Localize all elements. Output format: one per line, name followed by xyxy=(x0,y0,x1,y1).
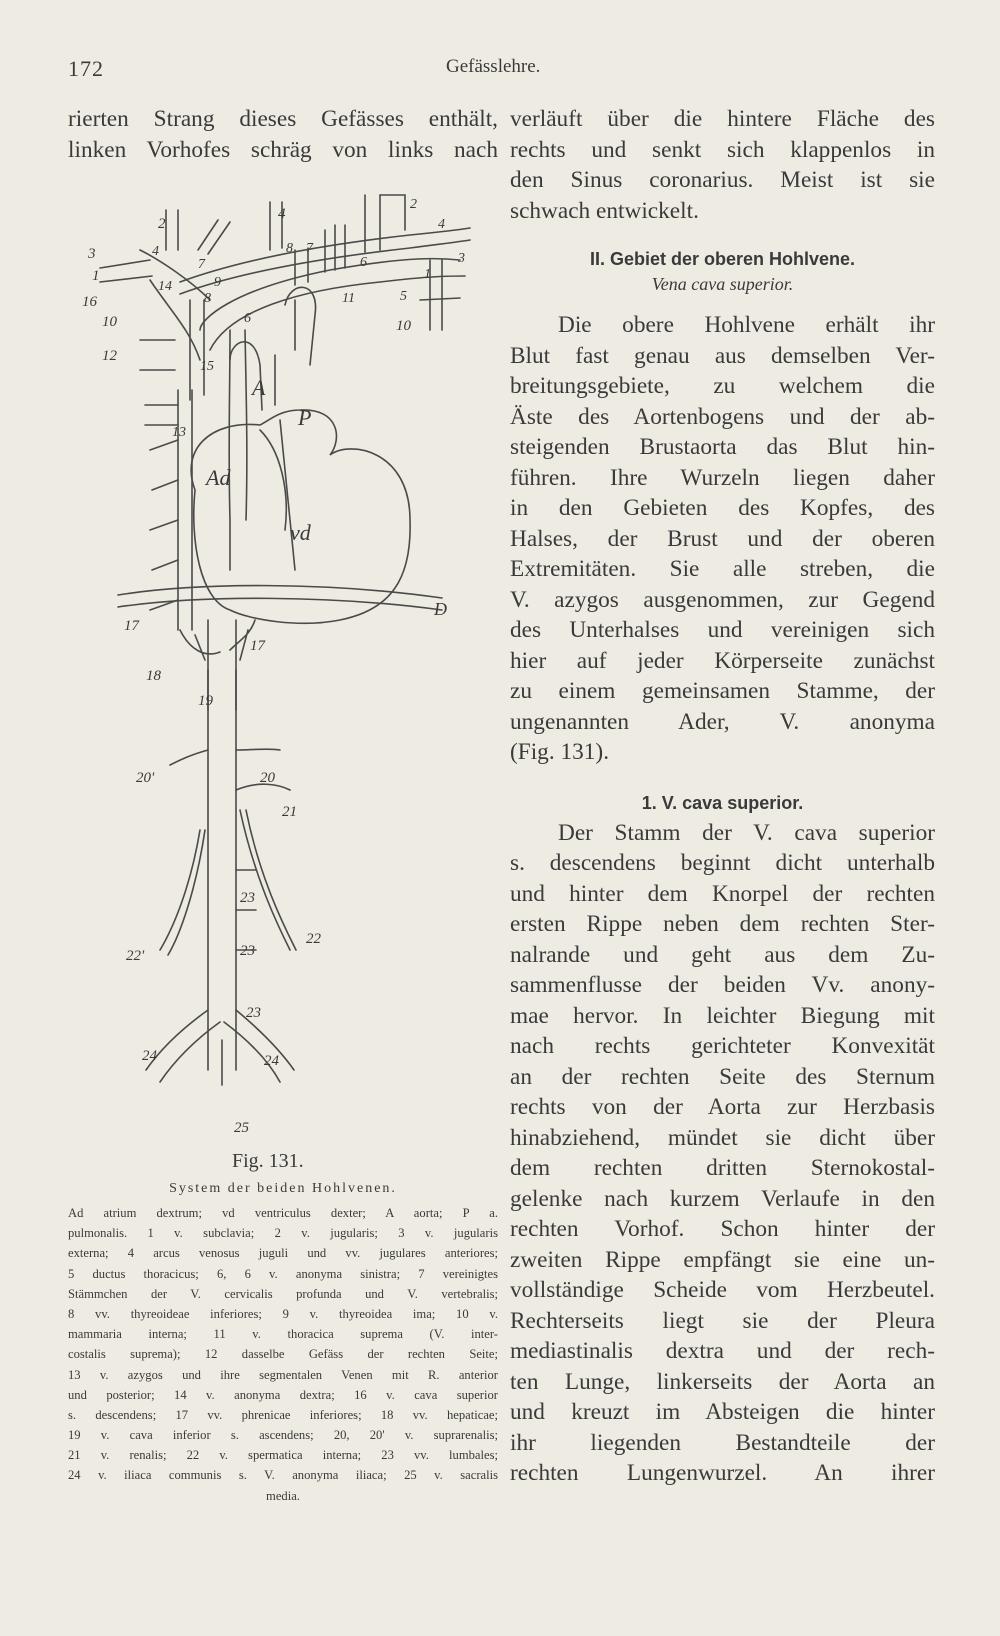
legend-line: costalis suprema); 12 dasselbe Gefäss der rechten Seite; xyxy=(68,1347,498,1362)
label-n22p: 22' xyxy=(126,948,145,964)
text-line: Blut fast genau aus demselben Ver- xyxy=(510,342,935,369)
figure-legend-title: System der beiden Hohlvenen. xyxy=(169,1181,397,1196)
text-line: nalrande und geht aus dem Zu- xyxy=(510,941,935,968)
text-line: mediastinalis dextra und der rech- xyxy=(510,1338,935,1364)
legend-line: 13 v. azygos und ihre segmentalen Venen mit R. anterior xyxy=(68,1367,498,1382)
label-n4: 4 xyxy=(152,244,159,259)
running-title: Gefässlehre. xyxy=(446,56,541,77)
label-n23a: 23 xyxy=(240,890,255,906)
label-n17: 17 xyxy=(124,618,139,634)
text-line: Die obere Hohlvene erhält ihr xyxy=(558,312,935,338)
right-column-text xyxy=(510,104,935,1489)
label-n21: 21 xyxy=(282,804,297,820)
section-heading: II. Gebiet der oberen Hohlvene. xyxy=(589,249,856,269)
label-n4c: 4 xyxy=(278,206,286,222)
label-n20p: 20' xyxy=(136,770,155,786)
text-line: V. azygos ausgenommen, zur Gegend xyxy=(510,586,935,613)
legend-line: pulmonalis. 1 v. subclavia; 2 v. jugularis; 3 v. jugularis xyxy=(68,1226,498,1241)
label-atrium: Ad xyxy=(206,465,231,490)
section-subheading: Vena cava superior. xyxy=(651,274,794,294)
text-line: rechten Lungenwurzel. An ihrer xyxy=(510,1460,935,1486)
legend-line: und posterior; 14 v. anonyma dextra; 16 v. cava superior xyxy=(68,1387,498,1402)
text-line: zu einem gemeinsamen Stamme, der xyxy=(510,678,935,704)
label-n2: 2 xyxy=(158,216,166,232)
text-line: den Sinus coronarius. Meist ist sie xyxy=(510,167,935,193)
text-line: rechts von der Aorta zur Herzbasis xyxy=(510,1094,935,1120)
text-line: rierten Strang dieses Gefässes enthält, xyxy=(68,106,498,132)
left-column-text xyxy=(68,104,498,165)
text-line: Extremitäten. Sie alle streben, die xyxy=(510,556,935,582)
text-line: führen. Ihre Wurzeln liegen daher xyxy=(510,464,935,491)
label-n1: 1 xyxy=(92,268,100,284)
text-line: ihr liegenden Bestandteile der xyxy=(510,1429,935,1456)
text-line: ersten Rippe neben dem rechten Ster- xyxy=(510,911,935,937)
text-line: ten Lunge, linkerseits der Aorta an xyxy=(510,1368,935,1395)
text-line: und hinter dem Knorpel der rechten xyxy=(510,880,935,907)
text-line: ungenannten Ader, V. anonyma xyxy=(510,708,935,735)
label-n18: 18 xyxy=(146,668,161,684)
label-n14: 14 xyxy=(158,279,172,294)
label-n5: 5 xyxy=(400,289,407,304)
text-line: hinabziehend, mündet sie dicht über xyxy=(510,1124,935,1151)
label-n24: 24 xyxy=(142,1048,157,1064)
label-diaphragm: D xyxy=(434,599,447,619)
label-n2r: 2 xyxy=(410,197,417,212)
text-line: dem rechten dritten Sternokostal- xyxy=(510,1155,935,1181)
text-line: an der rechten Seite des Sternum xyxy=(510,1063,935,1090)
legend-line: 21 v. renalis; 22 v. spermatica interna; 23 vv. lumbales; xyxy=(68,1448,498,1463)
label-n1r: 1 xyxy=(424,267,431,282)
figure-131-vein-diagram xyxy=(80,190,500,1150)
label-n15: 15 xyxy=(200,359,214,374)
label-n11: 11 xyxy=(342,291,355,306)
label-n10: 10 xyxy=(102,314,117,330)
legend-line: Stämmchen der V. cervicalis profunda und V. vertebralis; xyxy=(68,1286,498,1301)
text-line: Äste des Aortenbogens und der ab- xyxy=(510,403,935,430)
text-line: s. descendens beginnt dicht unterhalb xyxy=(510,850,935,876)
legend-line: mammaria interna; 11 v. thoracica suprema (V. inter- xyxy=(68,1327,498,1342)
label-n13: 13 xyxy=(172,425,186,440)
label-n12: 12 xyxy=(102,348,117,364)
label-n25: 25 xyxy=(234,1120,249,1136)
page-header xyxy=(68,56,932,86)
label-n23c: 23 xyxy=(246,1005,261,1021)
label-n17r: 17 xyxy=(250,638,265,654)
label-n9: 9 xyxy=(214,275,221,290)
label-n7: 7 xyxy=(198,257,205,272)
label-n22: 22 xyxy=(306,931,321,947)
label-n4r: 4 xyxy=(438,217,445,232)
label-n19: 19 xyxy=(198,693,213,709)
legend-line: 8 vv. thyreoideae inferiores; 9 v. thyreoidea ima; 10 v. xyxy=(68,1306,498,1321)
text-line: in den Gebieten des Kopfes, des xyxy=(510,495,935,521)
label-n3r: 3 xyxy=(458,251,465,266)
label-n8b: 8 xyxy=(286,241,293,256)
label-n6: 6 xyxy=(244,311,251,326)
text-line: zweiten Rippe empfängt sie eine un- xyxy=(510,1246,935,1273)
label-n6b: 6 xyxy=(360,255,367,270)
text-line: linken Vorhofes schräg von links nach xyxy=(68,136,498,163)
text-line: nach rechts gerichteter Konvexität xyxy=(510,1033,935,1059)
legend-line: externa; 4 arcus venosus juguli und vv. jugulares anteriores; xyxy=(68,1246,498,1261)
text-line: und kreuzt im Absteigen die hinter xyxy=(510,1399,935,1425)
legend-line: s. descendens; 17 vv. phrenicae inferiores; 18 vv. hepaticae; xyxy=(68,1407,498,1422)
text-line: rechts und senkt sich klappenlos in xyxy=(510,136,935,163)
label-n8: 8 xyxy=(204,291,211,306)
label-n10r: 10 xyxy=(396,318,411,334)
figure-legend xyxy=(68,1203,498,1506)
label-aorta: A xyxy=(252,375,266,400)
text-line: verläuft über die hintere Fläche des xyxy=(510,106,935,132)
legend-line: 19 v. cava inferior s. ascendens; 20, 20' v. suprarenalis; xyxy=(68,1428,498,1443)
label-n16: 16 xyxy=(82,294,97,310)
legend-line: 5 ductus thoracicus; 6, 6 v. anonyma sinistra; 7 vereinigtes xyxy=(68,1266,498,1281)
text-line: Halses, der Brust und der oberen xyxy=(510,525,935,552)
label-n20: 20 xyxy=(260,770,275,786)
text-line: schwach entwickelt. xyxy=(510,197,699,224)
label-n7b: 7 xyxy=(306,241,313,256)
legend-line: 24 v. iliaca communis s. V. anonyma iliaca; 25 v. sacralis xyxy=(68,1468,498,1483)
legend-line: media. xyxy=(266,1488,300,1503)
subsection-heading: 1. V. cava superior. xyxy=(641,792,804,813)
text-line: (Fig. 131). xyxy=(510,739,610,765)
label-n3: 3 xyxy=(88,246,96,262)
label-n23b: 23 xyxy=(240,943,255,959)
text-line: Der Stamm der V. cava superior xyxy=(558,819,935,846)
text-line: vollständige Scheide vom Herzbeutel. xyxy=(510,1277,935,1303)
text-line: steigenden Brustaorta das Blut hin- xyxy=(510,434,935,460)
text-line: mae hervor. In leichter Biegung mit xyxy=(510,1002,935,1029)
text-line: des Unterhalses und vereinigen sich xyxy=(510,617,935,643)
label-n24r: 24 xyxy=(264,1053,279,1069)
figure-caption: Fig. 131. xyxy=(232,1150,304,1172)
text-line: breitungsgebiete, zu welchem die xyxy=(510,373,935,399)
vein-system-drawing xyxy=(80,190,500,1150)
text-line: Rechterseits liegt sie der Pleura xyxy=(510,1307,935,1334)
text-line: rechten Vorhof. Schon hinter der xyxy=(510,1216,935,1242)
page-number: 172 xyxy=(68,56,104,81)
text-line: sammenflusse der beiden Vv. anony- xyxy=(510,972,935,998)
label-ventricle: vd xyxy=(290,520,311,545)
legend-line: Ad atrium dextrum; vd ventriculus dexter; A aorta; P a. xyxy=(68,1206,498,1220)
text-line: gelenke nach kurzem Verlaufe in den xyxy=(510,1185,935,1212)
text-line: hier auf jeder Körperseite zunächst xyxy=(510,647,935,674)
label-pulmonary: P xyxy=(298,405,312,430)
